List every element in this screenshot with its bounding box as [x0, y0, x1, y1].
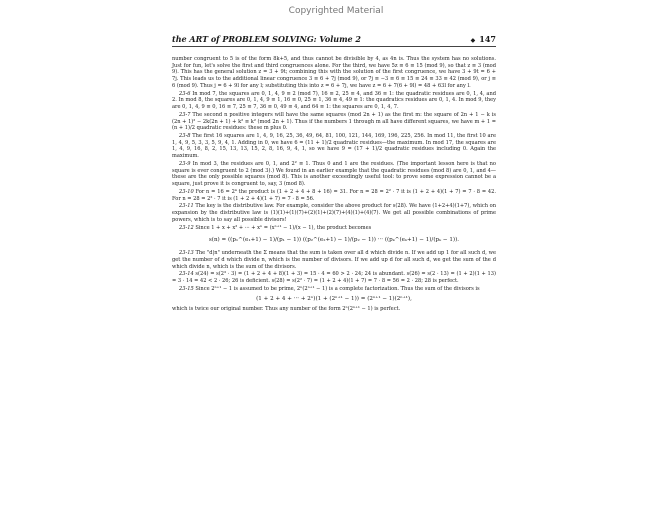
- solution-text: s(24) = s(2³ · 3) = (1 + 2 + 4 + 8)(1 + 3) = 15 · 4 = 60 > 2 · 24; 24 is abundant. s(26) = s(2 · 13) = (1 + 2)(1 + 13) = 3 · 14 = 42 < 2 · 26; 26 is deficient. s(28) = s(2² · 7) = (1 + 2 + 4)(1 + 7) = 7 · 8 = 56 = 2 · 28; 28 is perfect.: [172, 271, 496, 285]
- solution-23-15: [172, 286, 496, 293]
- copyright-watermark: Copyrighted Material: [288, 6, 384, 16]
- paragraph: number congruent to 5 is of the form 8k+5, and thus cannot be divisible by 4, as 4n is. Thus the system has no solutions. Just for fun, let's solve the first and third congruences alone. For the third, we have 5z ≡ 6 ≡ 15 (mod 9), so that z ≡ 3 (mod 9). This has the general solution z = 3 + 9t; combining this with the solution of the first congruence, we have 3 + 9t = 6 + 7j. This leads us to the additional linear congruence 3 ≡ 6 + 7j (mod 9), or 7j ≡ −3 ≡ 6 ≡ 15 ≡ 24 ≡ 33 ≡ 42 (mod 9), or j ≡ 6 (mod 9). Thus j = 6 + 9l for any l; substituting this into z = 6 + 7j, we have z = 6 + 7(6 + 9l) = 48 + 63l for any l.: [172, 56, 496, 89]
- solution-23-12: [172, 225, 496, 232]
- solution-23-6: [172, 91, 496, 111]
- solution-text: For n = 16 = 2⁴ the product is (1 + 2 + 4 + 8 + 16) = 31. For n = 28 = 2² · 7 it is (1 + 2 + 4)(1 + 7) = 7 · 8 = 42. For n = 28 = 2² · 7 it is (1 + 2 + 4)(1 + 7) = 7 · 8 = 56.: [172, 188, 496, 202]
- solution-label: 23-9: [179, 160, 191, 167]
- solution-text: The "d|n" underneath the Σ means that the sum is taken over all d which divide n. If we add up 1 for all such d, we get the number of d which divide n, which is the number of divisors. If we add up d for all such d, we get the sum of the d which divide n, which is the sum of the divisors.: [172, 250, 497, 270]
- bullet-icon: ◆: [470, 36, 476, 44]
- divisor-sum-equation: s(n) = ((p₁^(e₁+1) − 1)/(p₁ − 1)) ((p₂^(e₂+1) − 1)/(p₂ − 1)) ··· ((pₖ^(eₖ+1) − 1)/(pₖ − 1)).: [208, 237, 460, 244]
- page-number-value: 147: [479, 34, 496, 44]
- solution-23-9: [172, 161, 496, 188]
- solution-23-8: [172, 133, 496, 160]
- solution-label: 23-12: [179, 224, 194, 231]
- running-header: [172, 34, 496, 44]
- solution-label: 23-14: [179, 271, 194, 278]
- solution-label: 23-13: [179, 250, 194, 257]
- solution-23-10: [172, 189, 496, 202]
- solution-text: Since 2ⁿ⁺¹ − 1 is assumed to be prime, 2ⁿ(2ⁿ⁺¹ − 1) is a complete factorization. Thus the sum of the divisors is: [195, 285, 480, 292]
- page-number: [471, 34, 496, 44]
- solution-label: 23-11: [179, 203, 194, 210]
- solution-label: 23-6: [179, 90, 191, 97]
- solution-23-13: [172, 250, 496, 270]
- solutions-text: [172, 56, 496, 314]
- paragraph: which is twice our original number. Thus any number of the form 2ⁿ(2ⁿ⁺¹ − 1) is perfect.: [172, 306, 401, 313]
- solution-text: In mod 7, the squares are 0, 1, 4, 9 ≡ 2 (mod 7), 16 ≡ 2, 25 ≡ 4, and 36 ≡ 1: the quadratic residues are 0, 1, 4, and 2. In mod 8, the squares are 0, 1, 4, 9 ≡ 1, 16 ≡ 0, 25 ≡ 1, 36 ≡ 4, 49 ≡ 1: the quadratics residues are 0, 1, 4. In mod 9, they are 0, 1, 4, 9 ≡ 0, 16 ≡ 7, 25 ≡ 7, 36 ≡ 0, 49 ≡ 4, and 64 ≡ 1: the squares are 0, 1, 4, 7.: [172, 90, 496, 111]
- solution-text: The key is the distributive law. For example, consider the above product for s(28). We have (1+2+4)(1+7), which on expansion by the distributive law is (1)(1)+(1)(7)+(2)(1)+(2)(7)+(4)(1)+(4)(7). We get all possible combinations of prime powers, which is to say all possible divisors!: [172, 203, 496, 223]
- perfect-number-equation: (1 + 2 + 4 + ··· + 2ⁿ)(1 + (2ⁿ⁺¹ − 1)) = (2ⁿ⁺¹ − 1)(2ⁿ⁺¹),: [256, 295, 412, 302]
- solution-text: In mod 3, the residues are 0, 1, and 2² ≡ 1. Thus 0 and 1 are the residues. (The important lesson here is that no square is ever congruent to 2 (mod 3).) We found in an earlier example that the quadratic residues (mod 8) are 0, 1, and 4—these are the only possible squares (mod 8). This is another exceedingly useful tool: to prove some expression cannot be a square, just prove it is congruent to, say, 3 (mod 8).: [172, 160, 496, 188]
- solution-label: 23-10: [179, 188, 194, 195]
- header-rule: [172, 46, 496, 47]
- solution-text: Since 1 + x + x² + ··· + xⁿ = (xⁿ⁺¹ − 1)/(x − 1), the product becomes: [195, 224, 372, 231]
- solution-label: 23-7: [179, 111, 191, 118]
- solution-text: The first 16 squares are 1, 4, 9, 16, 25, 36, 49, 64, 81, 100, 121, 144, 169, 196, 225, 256. In mod 11, the first 10 are 1, 4, 9, 5, 3, 3, 5, 9, 4, 1. Adding in 0, we have 6 = (11 + 1)/2 quadratic residues—the maximum. In mod 17, the squares are 1, 4, 9, 16, 8, 2, 15, 13, 13, 15, 2, 8, 16, 9, 4, 1, so we have 9 = (17 + 1)/2 quadratic residues including 0. Again the maximum.: [172, 133, 496, 160]
- book-title: the ART of PROBLEM SOLVING: Volume 2: [172, 34, 361, 44]
- solution-label: 23-15: [179, 285, 194, 292]
- solution-23-14: [172, 271, 496, 284]
- solution-label: 23-8: [179, 133, 191, 140]
- solution-text: The second n positive integers will have the same squares (mod 2n + 1) as the first m: the square of 2n + 1 − k is (2n + 1)² − 2k(2n + 1) + k² ≡ k² (mod 2n + 1). Thus if the numbers 1 through m all have different squares, we have m + 1 = (n + 1)/2 quadratic residues: these m plus 0.: [172, 111, 496, 132]
- solution-23-11: [172, 203, 496, 223]
- book-page: [172, 0, 496, 510]
- solution-23-7: [172, 112, 496, 132]
